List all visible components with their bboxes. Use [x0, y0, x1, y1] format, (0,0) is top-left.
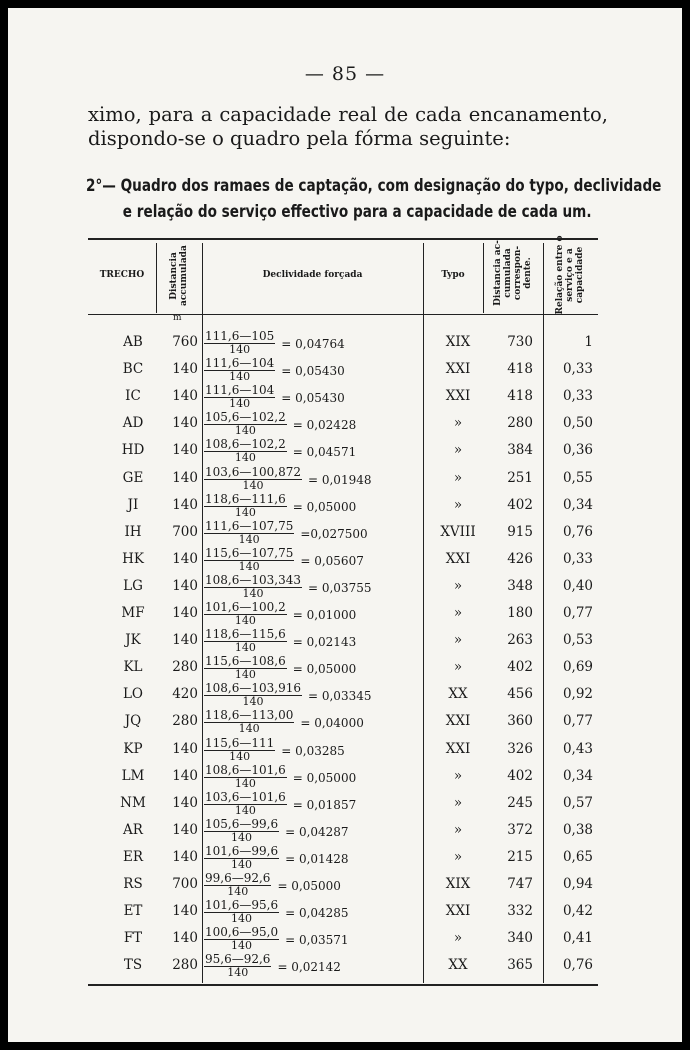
cell-typo: XIX: [445, 334, 471, 350]
cell-distancia-corresp: 915: [507, 523, 533, 540]
cell-result: = 0,04287: [285, 824, 349, 839]
table-row: [8, 355, 682, 382]
cell-typo: XVIII: [440, 523, 476, 540]
table-row: [8, 464, 682, 491]
cell-relacao: 0,38: [562, 821, 593, 838]
fraction-denominator: 140: [229, 343, 251, 356]
cell-trecho: JQ: [124, 713, 142, 730]
table-row: [8, 816, 682, 843]
cell-result: = 0,04764: [281, 337, 345, 351]
header-distancia-corresp: Distancia ac-cumulada correspon-dente.: [493, 240, 533, 306]
cell-relacao: 0,40: [562, 577, 593, 594]
cell-distancia-corresp: 418: [507, 361, 533, 378]
cell-result: = 0,03755: [307, 580, 372, 595]
fraction-denominator: 140: [238, 722, 260, 736]
fraction-numerator: 103,6—101,6: [205, 789, 286, 804]
cell-typo: »: [453, 930, 463, 947]
heading-line-1: 2°— Quadro dos ramaes de captação, com designação do typo, declividade: [86, 176, 662, 196]
cell-relacao: 1: [584, 334, 593, 350]
cell-distancia: 140: [172, 361, 198, 378]
table-row: [8, 382, 682, 409]
cell-result: = 0,05000: [277, 879, 341, 893]
fraction-denominator: 140: [231, 857, 253, 871]
fraction-numerator: 101,6—95,6: [205, 898, 279, 913]
cell-distancia: 140: [172, 903, 198, 920]
table-row: [8, 599, 682, 626]
fraction-denominator: 140: [234, 451, 256, 465]
cell-result: = 0,05000: [292, 770, 357, 785]
cell-trecho: JK: [125, 632, 141, 649]
cell-result: = 0,01428: [285, 851, 349, 866]
cell-typo: XXI: [445, 740, 471, 757]
cell-distancia: 140: [172, 930, 198, 947]
cell-result: = 0,01948: [307, 472, 372, 487]
fraction-numerator: 108,6—101,6: [205, 762, 286, 777]
table-row: [8, 545, 682, 572]
cell-distancia: 140: [172, 605, 198, 621]
cell-distancia: 700: [172, 876, 198, 892]
cell-distancia: 420: [172, 686, 198, 703]
cell-distancia-corresp: 402: [507, 659, 533, 676]
cell-distancia-corresp: 340: [507, 930, 533, 947]
fraction-numerator: 111,6—104: [205, 383, 275, 398]
unit-meters: m: [173, 313, 182, 323]
cell-result: =0,027500: [300, 526, 368, 541]
cell-typo: »: [453, 767, 463, 784]
fraction-numerator: 111,6—104: [205, 356, 275, 371]
table-row: [8, 951, 682, 978]
fraction-numerator: 115,6—111: [205, 735, 275, 750]
cell-trecho: AD: [122, 415, 144, 432]
cell-typo: »: [453, 605, 463, 621]
table-row: [8, 789, 682, 816]
fraction-numerator: 101,6—99,6: [205, 843, 279, 858]
fraction-numerator: 100,6—95,0: [205, 925, 279, 940]
cell-trecho: NM: [120, 794, 146, 811]
fraction-numerator: 111,6—105: [205, 329, 275, 343]
cell-trecho: LG: [123, 577, 143, 594]
cell-relacao: 0,92: [562, 686, 593, 703]
fraction-denominator: 140: [231, 830, 253, 844]
table-bottom-rule: [88, 984, 598, 986]
cell-relacao: 0,43: [562, 740, 593, 757]
fraction-denominator: 140: [238, 559, 260, 573]
cell-distancia: 140: [172, 469, 198, 486]
fraction-denominator: 140: [234, 424, 256, 438]
cell-typo: »: [453, 469, 463, 486]
cell-typo: XXI: [445, 550, 471, 567]
fraction-denominator: 140: [229, 370, 251, 384]
fraction-denominator: 140: [242, 478, 264, 492]
fraction-denominator: 140: [234, 668, 256, 682]
cell-relacao: 0,65: [562, 848, 593, 865]
cell-trecho: GE: [122, 469, 144, 486]
table-row: [8, 897, 682, 924]
cell-trecho: BC: [122, 361, 144, 378]
cell-distancia-corresp: 418: [507, 388, 533, 405]
cell-relacao: 0,41: [562, 930, 593, 947]
page-number: — 85 —: [304, 63, 386, 85]
cell-distancia-corresp: 730: [507, 334, 533, 350]
cell-trecho: HD: [121, 442, 145, 459]
fraction-denominator: 140: [231, 939, 253, 953]
cell-relacao: 0,57: [562, 794, 593, 811]
fraction-numerator: 101,6—100,2: [205, 600, 286, 614]
fraction-numerator: 108,6—103,343: [205, 572, 301, 587]
cell-relacao: 0,76: [562, 957, 593, 974]
cell-result: = 0,04571: [292, 445, 357, 460]
cell-distancia: 140: [172, 496, 198, 513]
cell-trecho: KP: [123, 740, 143, 757]
table-row: [8, 870, 682, 897]
cell-relacao: 0,77: [562, 605, 593, 621]
fraction-numerator: 118,6—113,00: [205, 708, 294, 723]
cell-trecho: LO: [122, 686, 144, 703]
cell-distancia: 140: [172, 767, 198, 784]
fraction-denominator: 140: [227, 966, 249, 980]
cell-typo: »: [453, 659, 463, 676]
table-row: [8, 762, 682, 789]
header-distancia: Distancia accumulada: [169, 245, 189, 306]
cell-trecho: IC: [125, 388, 141, 405]
cell-relacao: 0,69: [562, 659, 593, 676]
fraction-numerator: 115,6—108,6: [205, 654, 286, 669]
cell-trecho: TS: [123, 957, 143, 974]
table-row: [8, 626, 682, 653]
cell-typo: »: [453, 632, 463, 649]
cell-typo: »: [453, 794, 463, 811]
fraction-numerator: 108,6—102,2: [205, 437, 286, 452]
cell-trecho: AR: [123, 821, 143, 838]
cell-result: = 0,02142: [277, 960, 341, 975]
cell-distancia: 760: [172, 334, 198, 350]
cell-result: = 0,03345: [307, 689, 372, 704]
document-page: [8, 8, 682, 1042]
cell-distancia-corresp: 402: [507, 496, 533, 513]
cell-distancia: 280: [172, 713, 198, 730]
cell-result: = 0,02143: [292, 635, 357, 650]
cell-typo: »: [453, 848, 463, 865]
cell-distancia: 280: [172, 957, 198, 974]
fraction-denominator: 140: [242, 586, 264, 600]
cell-distancia: 140: [172, 550, 198, 567]
cell-result: = 0,04285: [285, 906, 349, 921]
cell-distancia-corresp: 180: [507, 605, 533, 621]
cell-relacao: 0,33: [562, 361, 593, 378]
cell-result: = 0,05430: [281, 364, 345, 379]
cell-distancia: 140: [172, 740, 198, 757]
cell-trecho: MF: [121, 605, 145, 621]
cell-distancia: 140: [172, 821, 198, 838]
table-heading: [86, 173, 662, 225]
cell-result: = 0,02428: [292, 418, 357, 433]
cell-distancia-corresp: 263: [507, 632, 533, 649]
cell-distancia-corresp: 215: [507, 848, 533, 865]
cell-relacao: 0,76: [562, 523, 593, 540]
fraction-numerator: 99,6—92,6: [205, 871, 271, 885]
cell-distancia-corresp: 426: [507, 550, 533, 567]
table-row: [8, 843, 682, 870]
cell-relacao: 0,55: [562, 469, 593, 486]
cell-trecho: LM: [121, 767, 145, 784]
table-row: [8, 572, 682, 599]
cell-distancia: 140: [172, 415, 198, 432]
cell-trecho: FT: [123, 930, 143, 947]
cell-relacao: 0,34: [562, 496, 593, 513]
cell-distancia-corresp: 360: [507, 713, 533, 730]
fraction-numerator: 108,6—103,916: [205, 681, 301, 696]
cell-result: = 0,03285: [281, 743, 345, 758]
fraction-numerator: 118,6—115,6: [205, 627, 286, 642]
cell-typo: »: [453, 442, 463, 459]
header-declividade: Declividade forçada: [262, 270, 363, 280]
cell-result: = 0,03571: [285, 933, 349, 948]
cell-relacao: 0,77: [562, 713, 593, 730]
fraction-denominator: 140: [227, 885, 249, 898]
fraction-denominator: 140: [234, 641, 256, 655]
cell-distancia: 140: [172, 577, 198, 594]
cell-typo: »: [453, 577, 463, 594]
table-row: [8, 491, 682, 518]
header-trecho: TRECHO: [99, 270, 145, 280]
fraction-denominator: 140: [234, 505, 256, 519]
cell-trecho: JI: [127, 496, 139, 513]
cell-distancia: 280: [172, 659, 198, 676]
cell-typo: XXI: [445, 903, 471, 920]
fraction-numerator: 118,6—111,6: [205, 491, 286, 506]
fraction-denominator: 140: [229, 749, 251, 763]
cell-relacao: 0,33: [562, 388, 593, 405]
table-row: [8, 518, 682, 545]
cell-typo: »: [453, 415, 463, 432]
cell-distancia: 140: [172, 848, 198, 865]
cell-distancia-corresp: 384: [507, 442, 533, 459]
fraction-denominator: 140: [234, 614, 256, 627]
cell-trecho: ER: [122, 848, 144, 865]
fraction-denominator: 140: [234, 776, 256, 790]
cell-distancia-corresp: 251: [507, 469, 533, 486]
intro-paragraph: ximo, para a capacidade real de cada encanamento, dispondo-se o quadro pela fórma seguinte:: [88, 103, 608, 150]
fraction-numerator: 95,6—92,6: [205, 952, 271, 967]
header-relacao: Relação entre o serviço e a capacidade: [555, 235, 585, 315]
col-sep-1: [156, 243, 157, 313]
cell-relacao: 0,94: [562, 876, 593, 892]
cell-typo: XXI: [445, 388, 471, 405]
cell-distancia: 140: [172, 632, 198, 649]
cell-distancia-corresp: 332: [507, 903, 533, 920]
table-row: [8, 735, 682, 762]
cell-relacao: 0,42: [562, 903, 593, 920]
table-row: [8, 436, 682, 463]
fraction-numerator: 111,6—107,75: [205, 518, 294, 533]
cell-trecho: KL: [123, 659, 143, 676]
fraction-numerator: 105,6—99,6: [205, 816, 279, 831]
cell-distancia: 140: [172, 442, 198, 459]
cell-distancia: 700: [172, 523, 198, 540]
table-header-rule: [88, 314, 598, 315]
fraction-numerator: 103,6—100,872: [205, 464, 301, 479]
cell-typo: »: [453, 496, 463, 513]
fraction-denominator: 140: [229, 397, 251, 411]
cell-distancia-corresp: 372: [507, 821, 533, 838]
cell-distancia-corresp: 245: [507, 794, 533, 811]
cell-distancia: 140: [172, 794, 198, 811]
cell-result: = 0,05430: [281, 391, 345, 406]
cell-trecho: IH: [124, 523, 142, 540]
fraction-numerator: 115,6—107,75: [205, 545, 294, 560]
cell-relacao: 0,36: [562, 442, 593, 459]
cell-distancia-corresp: 348: [507, 577, 533, 594]
cell-trecho: RS: [123, 876, 143, 892]
cell-distancia: 140: [172, 388, 198, 405]
cell-trecho: ET: [123, 903, 143, 920]
fraction-denominator: 140: [242, 695, 264, 709]
cell-relacao: 0,53: [562, 632, 593, 649]
cell-typo: XX: [448, 957, 468, 974]
cell-typo: XXI: [445, 713, 471, 730]
cell-result: = 0,01000: [292, 608, 357, 622]
cell-result: = 0,01857: [292, 797, 357, 812]
cell-relacao: 0,34: [562, 767, 593, 784]
cell-typo: XXI: [445, 361, 471, 378]
cell-distancia-corresp: 365: [507, 957, 533, 974]
table-row: [8, 924, 682, 951]
cell-result: = 0,05000: [292, 662, 357, 677]
cell-distancia-corresp: 326: [507, 740, 533, 757]
cell-result: = 0,05607: [300, 553, 364, 568]
cell-distancia-corresp: 747: [507, 876, 533, 892]
cell-trecho: AB: [123, 334, 143, 350]
cell-relacao: 0,50: [562, 415, 593, 432]
fraction-denominator: 140: [234, 803, 256, 817]
cell-distancia-corresp: 402: [507, 767, 533, 784]
cell-distancia-corresp: 456: [507, 686, 533, 703]
cell-relacao: 0,33: [562, 550, 593, 567]
fraction-denominator: 140: [231, 912, 253, 926]
cell-distancia-corresp: 280: [507, 415, 533, 432]
heading-line-2: e relação do serviço effectivo para a capacidade de cada um.: [122, 202, 592, 222]
fraction-denominator: 140: [238, 532, 260, 546]
table-row: [8, 653, 682, 680]
cell-result: = 0,05000: [292, 499, 357, 514]
table-row: [8, 707, 682, 734]
cell-typo: XIX: [445, 876, 471, 892]
table-row: [8, 328, 682, 355]
cell-trecho: HK: [122, 550, 144, 567]
table-row: [8, 680, 682, 707]
table-row: [8, 409, 682, 436]
fraction-numerator: 105,6—102,2: [205, 410, 286, 425]
col-sep-4: [483, 243, 484, 313]
cell-typo: XX: [448, 686, 468, 703]
cell-typo: »: [453, 821, 463, 838]
cell-result: = 0,04000: [300, 716, 364, 731]
header-typo: Typo: [441, 270, 465, 280]
